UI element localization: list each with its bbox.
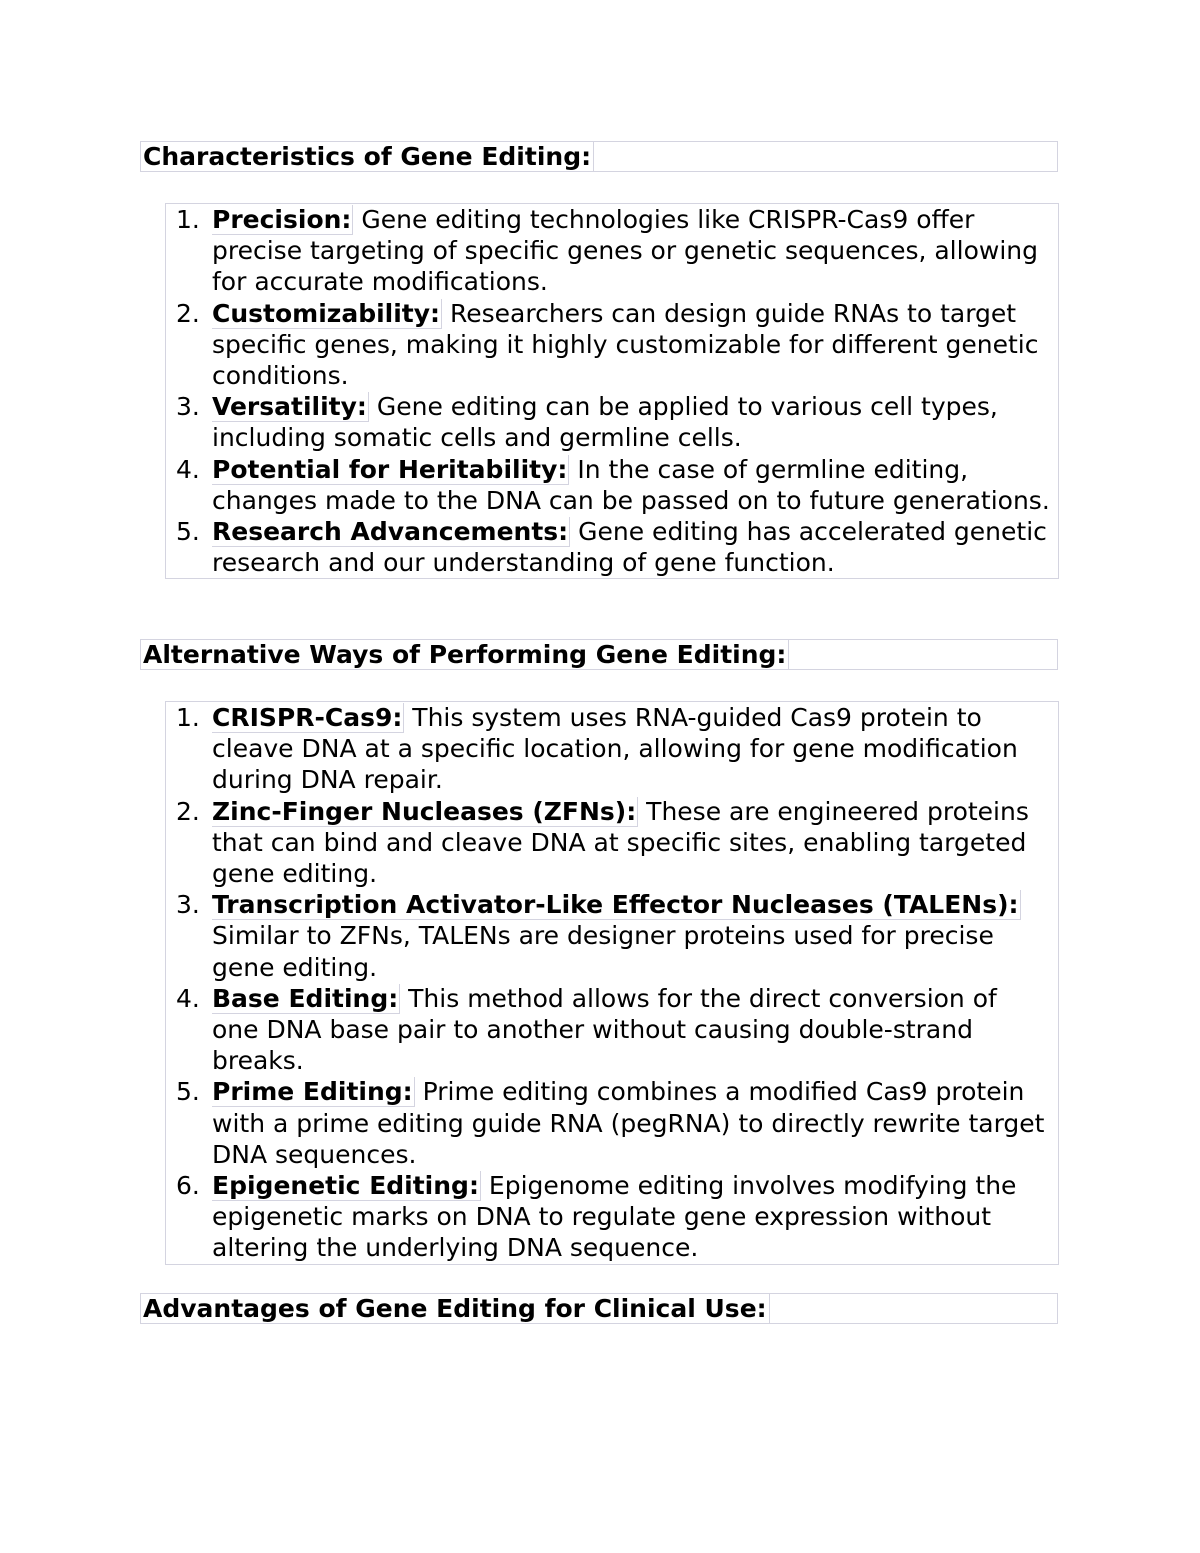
item-number: 4. xyxy=(176,454,200,484)
item-text: Similar to ZFNs, TALENs are designer proteins used for precise gene editing. xyxy=(212,921,994,982)
section-heading-box xyxy=(140,639,1058,670)
item-number: 4. xyxy=(176,983,200,1013)
item-text: Epigenome editing involves modifying the epigenetic marks on DNA to regulate gene expression without altering the underlying DNA sequence. xyxy=(212,1171,1017,1263)
item-term: Research Advancements: xyxy=(212,517,569,547)
item-text: Gene editing can be applied to various cell types, including somatic cells and germline cells. xyxy=(212,392,998,453)
section-heading: Advantages of Gene Editing for Clinical Use: xyxy=(143,1294,770,1324)
section-heading: Alternative Ways of Performing Gene Editing: xyxy=(143,640,789,670)
list-item xyxy=(166,1076,1058,1170)
list-item xyxy=(166,702,1058,796)
item-number: 1. xyxy=(176,205,200,234)
list-item xyxy=(166,298,1058,392)
item-term: Versatility: xyxy=(212,392,367,422)
item-text: Researchers can design guide RNAs to target specific genes, making it highly customizable for different genetic conditions. xyxy=(212,298,1039,391)
item-term: Base Editing: xyxy=(212,983,399,1013)
list-item xyxy=(166,983,1058,1077)
section-heading-box xyxy=(140,1293,1058,1324)
item-text: In the case of germline editing, changes made to the DNA can be passed on to future generations. xyxy=(212,454,1050,515)
list-item xyxy=(166,516,1058,578)
item-term: Potential for Heritability: xyxy=(212,454,568,484)
item-text: This method allows for the direct conversion of one DNA base pair to another without causing double-strand breaks. xyxy=(212,983,997,1076)
item-number: 6. xyxy=(176,1171,200,1201)
section-heading: Characteristics of Gene Editing: xyxy=(143,142,594,172)
item-text: Gene editing has accelerated genetic research and our understanding of gene function. xyxy=(212,517,1047,578)
item-text: Gene editing technologies like CRISPR-Cas9 offer precise targeting of specific genes or genetic sequences, allowing for accurate modifications. xyxy=(212,205,1038,297)
list-item xyxy=(166,454,1058,516)
list-item xyxy=(166,796,1058,890)
section-heading-box xyxy=(140,141,1058,172)
alternative-methods-list xyxy=(165,701,1059,1265)
item-number: 1. xyxy=(176,703,200,732)
item-term: Transcription Activator-Like Effector Nucleases (TALENs): xyxy=(212,890,1019,920)
list-item xyxy=(166,1170,1058,1264)
item-text: Prime editing combines a modified Cas9 protein with a prime editing guide RNA (pegRNA) to directly rewrite target DNA sequences. xyxy=(212,1077,1045,1169)
item-term: Zinc-Finger Nucleases (ZFNs): xyxy=(212,796,637,826)
item-text: These are engineered proteins that can bind and cleave DNA at specific sites, enabling targeted gene editing. xyxy=(212,796,1029,889)
list-item xyxy=(166,391,1058,453)
item-term: CRISPR-Cas9: xyxy=(212,703,403,732)
item-term: Epigenetic Editing: xyxy=(212,1171,479,1201)
item-term: Prime Editing: xyxy=(212,1077,413,1107)
list-item xyxy=(166,204,1058,298)
item-number: 2. xyxy=(176,796,200,826)
item-term: Precision: xyxy=(212,205,352,234)
item-number: 5. xyxy=(176,517,200,547)
item-term: Customizability: xyxy=(212,298,441,328)
item-number: 3. xyxy=(176,392,200,422)
item-number: 5. xyxy=(176,1077,200,1107)
item-text: This system uses RNA-guided Cas9 protein to cleave DNA at a specific location, allowing for gene modification during DNA repair. xyxy=(212,703,1018,795)
item-number: 2. xyxy=(176,298,200,328)
characteristics-list xyxy=(165,203,1059,579)
list-item xyxy=(166,889,1058,983)
item-number: 3. xyxy=(176,890,200,920)
